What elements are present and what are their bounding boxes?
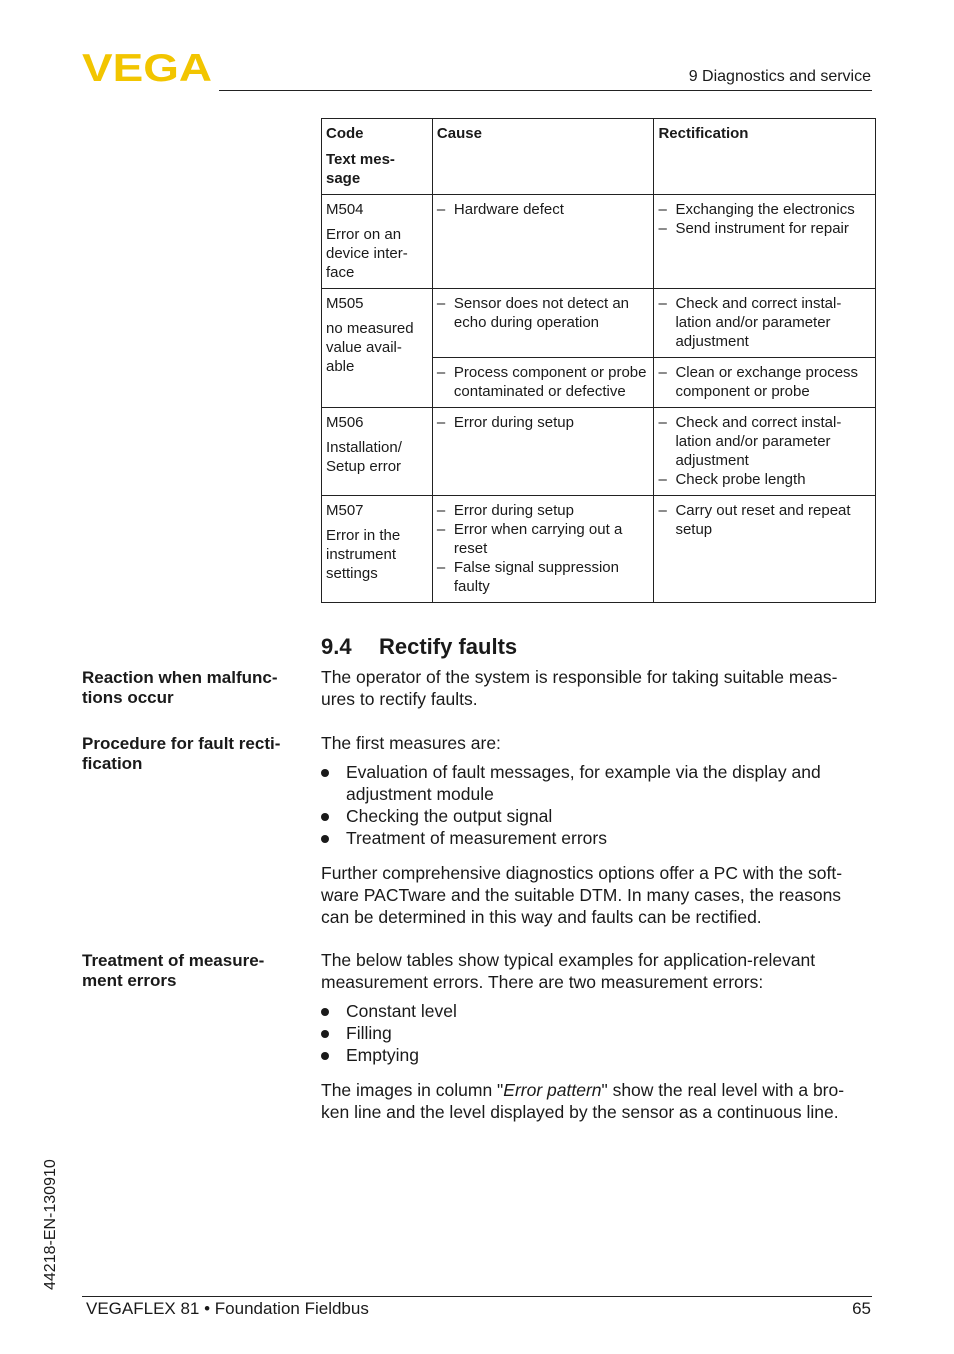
bullet-dot (321, 835, 329, 843)
rectification-item-text: Exchanging the electronics (675, 201, 855, 218)
rectification-cell (654, 408, 876, 496)
error-code: M506 (326, 414, 364, 431)
cause-item (437, 363, 650, 401)
bullet-item (321, 761, 866, 805)
cause-item-text: False signal suppression faulty (453, 559, 619, 595)
dash-marker: – (436, 502, 446, 519)
bullet-text: Constant level (346, 1001, 457, 1021)
table-row (322, 496, 876, 603)
treatment-block (321, 949, 866, 1123)
table-row (322, 289, 876, 358)
cause-cell (432, 496, 654, 603)
dash-marker: – (658, 502, 667, 519)
dash-marker: – (436, 201, 446, 218)
dash-marker: – (658, 220, 667, 237)
bullet-text: Checking the output signal (346, 806, 553, 826)
cause-cell (432, 289, 654, 358)
cause-item-text: Error when carrying out a reset (453, 521, 623, 557)
procedure-bullet-list (321, 761, 866, 849)
rectification-item (658, 219, 871, 238)
dash-marker: – (436, 521, 446, 538)
cause-item (437, 413, 650, 432)
side-label-reaction: Reaction when malfunc-tions occur (82, 668, 278, 707)
page-number: 65 (852, 1299, 871, 1318)
rectification-item-text: Send instrument for repair (675, 220, 849, 237)
bullet-dot (321, 813, 329, 821)
doc-number: 44218-EN-130910 (42, 1159, 59, 1290)
running-header: 9 Diagnostics and service (688, 68, 871, 85)
table-row (322, 408, 876, 496)
rectification-item (658, 470, 871, 489)
header-code-cell (322, 119, 433, 195)
error-pattern-term: Error pattern (503, 1080, 602, 1100)
cause-cell (432, 195, 654, 289)
footer-divider (82, 1296, 872, 1297)
cause-item-text: Sensor does not detect an echo during operation (453, 295, 630, 331)
bullet-dot (321, 1052, 329, 1060)
header-divider (219, 90, 872, 91)
cause-item-text: Error during setup (453, 414, 574, 431)
dash-marker: – (658, 364, 667, 381)
rectification-item-text: Check and correct instal-lation and/or parameter adjustment (675, 295, 842, 350)
cause-item (437, 294, 650, 332)
bullet-text: Filling (346, 1023, 392, 1043)
rectification-item (658, 501, 871, 539)
rectification-cell (654, 195, 876, 289)
bullet-item (321, 827, 866, 849)
bullet-item (321, 1044, 866, 1066)
reaction-text: The operator of the system is responsible for taking suitable meas-ures to rectify faults. (321, 667, 838, 709)
treatment-intro: The below tables show typical examples for application-relevant measurement errors. There are two measurement errors: (321, 950, 816, 992)
bullet-text: Treatment of measurement errors (346, 828, 607, 848)
dash-marker: – (436, 559, 446, 576)
error-code: M505 (326, 295, 364, 312)
cause-item-text: Process component or probe contaminated or defective (453, 364, 647, 400)
table-row (322, 195, 876, 289)
footer-product: VEGAFLEX 81 • Foundation Fieldbus (86, 1299, 369, 1318)
cause-item (437, 200, 650, 219)
vega-logo (82, 50, 212, 84)
rectification-item-text: Carry out reset and repeat setup (675, 502, 851, 538)
rectification-item (658, 200, 871, 219)
header-rectification: Rectification (654, 119, 876, 195)
bullet-item (321, 1000, 866, 1022)
section-title: Rectify faults (379, 634, 518, 659)
table-body (322, 195, 876, 603)
rectification-cell (654, 358, 876, 408)
treatment-para-post: " show the real level with a bro-ken line and the level displayed by the sensor as a continuous line. (321, 1080, 845, 1122)
bullet-text: Emptying (346, 1045, 419, 1065)
bullet-dot (321, 769, 329, 777)
cause-item (437, 520, 650, 558)
treatment-para-pre: The images in column " (321, 1080, 504, 1100)
cause-item-text: Hardware defect (453, 201, 564, 218)
cause-cell (432, 358, 654, 408)
section-heading (321, 634, 517, 660)
error-text-message: Error on an device inter-face (326, 226, 408, 281)
dash-marker: – (658, 295, 667, 312)
dash-marker: – (436, 414, 446, 431)
dash-marker: – (658, 414, 667, 431)
rectification-item (658, 413, 871, 470)
rectification-item-text: Check and correct instal-lation and/or parameter adjustment (675, 414, 842, 469)
bullet-text: Evaluation of fault messages, for example via the display and adjustment module (346, 762, 821, 804)
rectification-cell (654, 496, 876, 603)
code-cell (322, 195, 433, 289)
procedure-paragraph: Further comprehensive diagnostics options offer a PC with the soft-ware PACTware and the suitable DTM. In many cases, the reasons can be determined in this way and faults can be rectified. (321, 863, 843, 927)
header-code: Code (326, 125, 364, 142)
bullet-dot (321, 1030, 329, 1038)
rectification-item-text: Check probe length (675, 471, 806, 488)
procedure-intro: The first measures are: (321, 733, 501, 753)
error-code: M507 (326, 502, 364, 519)
error-text-message: no measured value avail-able (326, 320, 414, 375)
treatment-paragraph (321, 1079, 866, 1123)
error-code-table (321, 118, 876, 603)
section-number: 9.4 (321, 634, 352, 659)
cause-item-text: Error during setup (453, 502, 574, 519)
header-cause: Cause (432, 119, 654, 195)
rectification-cell (654, 289, 876, 358)
header-text-message: Text mes-sage (326, 151, 395, 187)
error-text-message: Installation/ Setup error (326, 439, 402, 475)
bullet-item (321, 1022, 866, 1044)
code-cell (322, 289, 433, 408)
code-cell (322, 408, 433, 496)
code-cell (322, 496, 433, 603)
rectification-item (658, 363, 871, 401)
procedure-block (321, 732, 866, 928)
rectification-item-text: Clean or exchange process component or probe (675, 364, 859, 400)
cause-cell (432, 408, 654, 496)
dash-marker: – (658, 471, 667, 488)
table-header-row (322, 119, 876, 195)
cause-item (437, 501, 650, 520)
dash-marker: – (436, 364, 446, 381)
side-label-treatment: Treatment of measure-ment errors (82, 951, 265, 990)
dash-marker: – (658, 201, 667, 218)
svg-text:VEGA: VEGA (82, 50, 212, 84)
error-code: M504 (326, 201, 364, 218)
cause-item (437, 558, 650, 596)
error-text-message: Error in the instrument settings (326, 527, 401, 582)
side-label-procedure: Procedure for fault recti-fication (82, 734, 281, 773)
rectification-item (658, 294, 871, 351)
dash-marker: – (436, 295, 446, 312)
treatment-bullet-list (321, 1000, 866, 1066)
bullet-item (321, 805, 866, 827)
bullet-dot (321, 1008, 329, 1016)
